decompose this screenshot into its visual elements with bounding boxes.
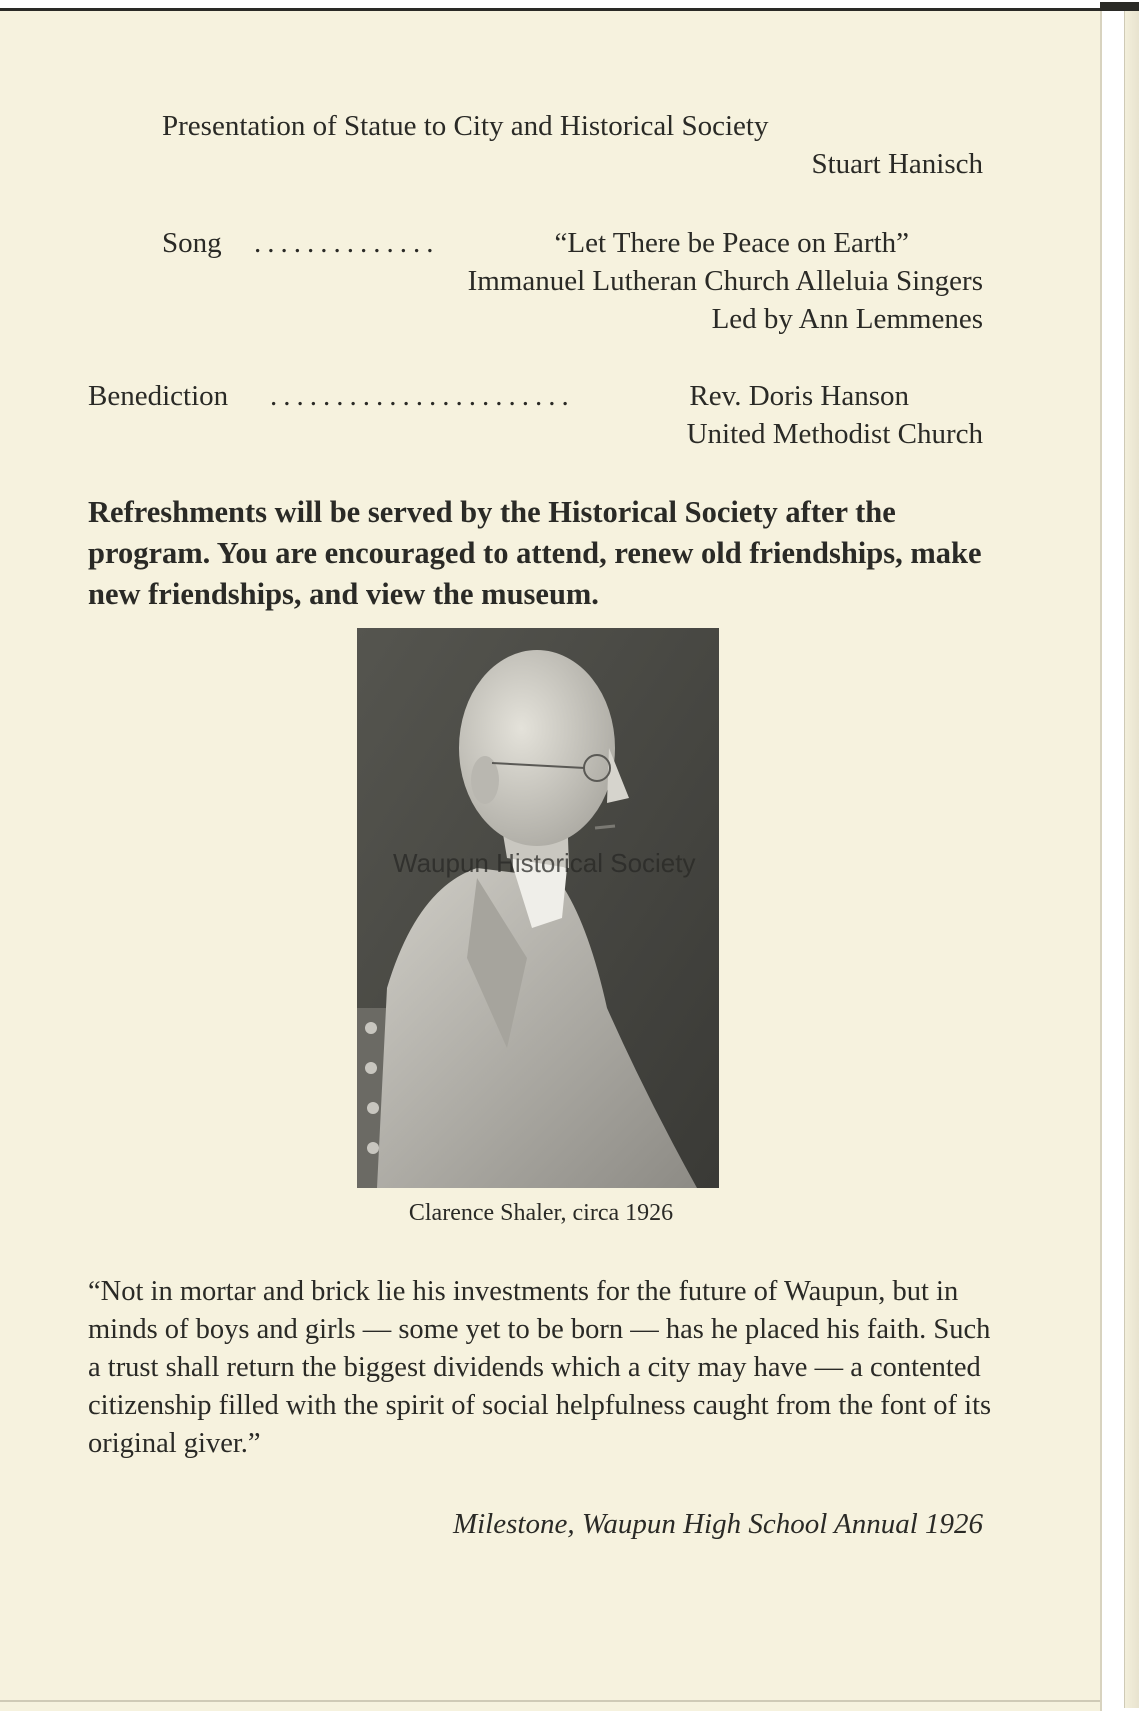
page-bottom-edge — [0, 1700, 1100, 1702]
quote-source: Milestone, Waupun High School Annual 1926 — [452, 1508, 983, 1540]
photo-caption: Clarence Shaler, circa 1926 — [408, 1200, 674, 1226]
song-performers: Immanuel Lutheran Church Alleluia Singers — [467, 265, 983, 297]
song-led-by: Led by Ann Lemmenes — [711, 303, 983, 335]
portrait-photo — [357, 628, 719, 1188]
song-title: “Let There be Peace on Earth” — [554, 227, 909, 259]
presentation-presenter: Stuart Hanisch — [811, 148, 983, 180]
quote-text: “Not in mortar and brick lie his investments for the future of Waupun, but in minds of boys and girls — some yet to be born — has he placed his faith. Such a trust shall return the biggest dividends which a city may have — a contented citizenship filled with the spirit of social helpfulness caught from the font of its original giver.” — [88, 1276, 992, 1459]
presentation-title: Presentation of Statue to City and Historical Society — [162, 110, 769, 142]
refreshments-notice: Refreshments will be served by the Historical Society after the program. You are encouraged to attend, renew old friendships, make new friendships, and view the museum. — [88, 495, 982, 611]
benediction-officiant: Rev. Doris Hanson — [689, 380, 909, 412]
benediction-leader-dots: ....................... — [270, 380, 575, 412]
top-edge-mark — [1100, 2, 1139, 11]
song-label: Song — [162, 227, 222, 259]
portrait-illustration — [357, 628, 719, 1188]
song-leader-dots: .............. — [254, 227, 440, 259]
page-edge — [1124, 8, 1139, 1708]
benediction-church: United Methodist Church — [686, 418, 983, 450]
watermark-text: Waupun Historical Society — [393, 848, 696, 878]
benediction-label: Benediction — [88, 380, 229, 412]
